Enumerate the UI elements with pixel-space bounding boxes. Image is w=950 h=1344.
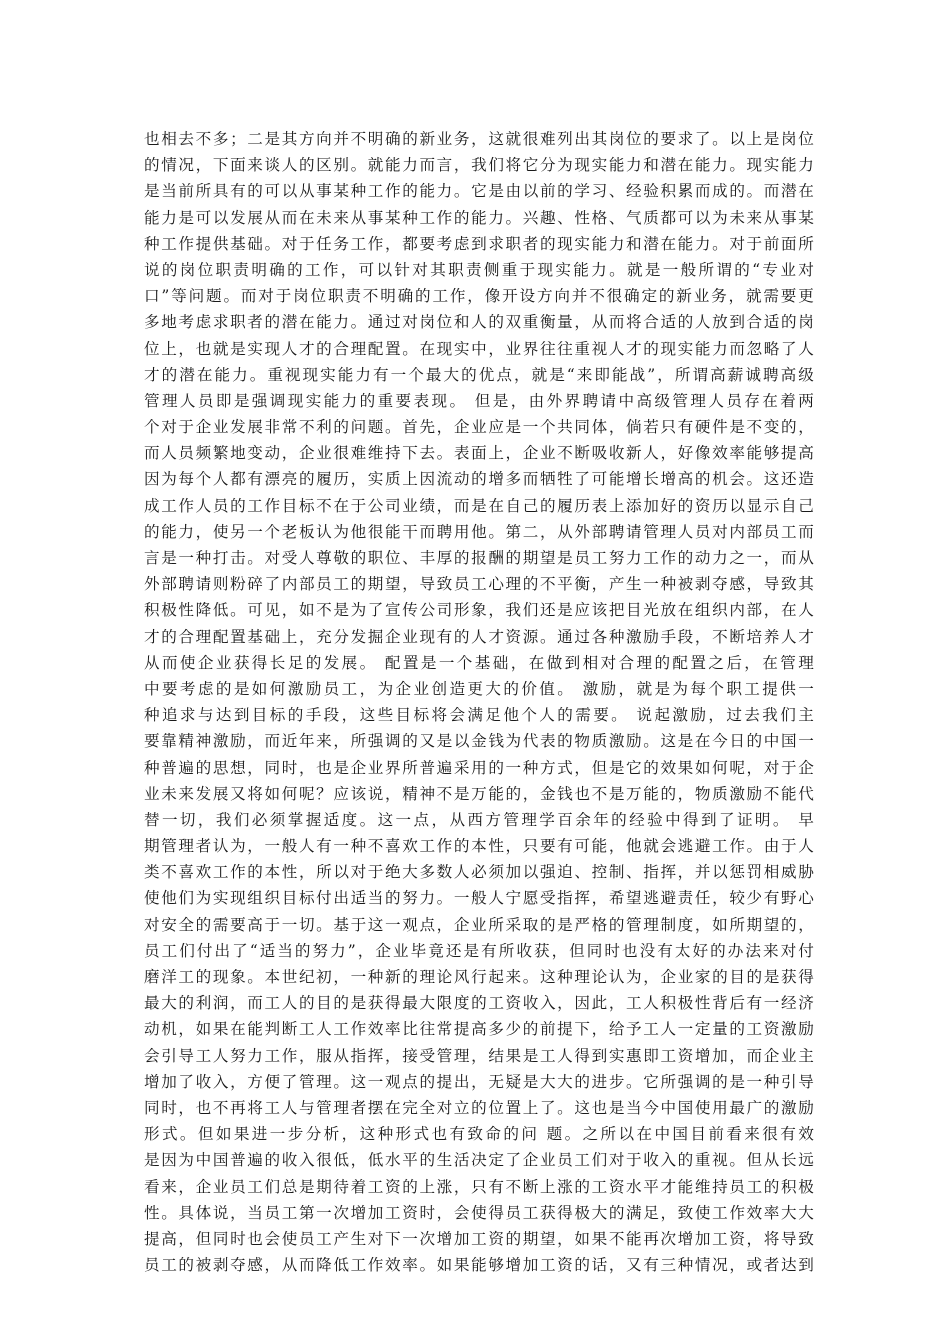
text-line: 说的岗位职责明确的工作，可以针对其职责侧重于现实能力。就是一般所谓的“专业对 [144,260,814,279]
text-line: 种普遍的思想，同时，也是企业界所普遍采用的一种方式，但是它的效果如何呢，对于企 [144,758,814,777]
text-line: 替一切，我们必须掌握适度。这一点，从西方管理学百余年的经验中得到了证明。 早 [144,810,814,829]
text-line: 中要考虑的是如何激励员工，为企业创造更大的价值。 激励，就是为每个职工提供一 [144,679,814,698]
text-line: 要靠精神激励，而近年来，所强调的又是以金钱为代表的物质激励。这是在今日的中国一 [144,732,814,751]
text-line: 管理人员即是强调现实能力的重要表现。 但是，由外界聘请中高级管理人员存在着两 [144,391,814,410]
text-line: 期管理者认为，一般人有一种不喜欢工作的本性，只要有可能，他就会逃避工作。由于人 [144,837,814,856]
text-line: 言是一种打击。对受人尊敬的职位、丰厚的报酬的期望是员工努力工作的动力之一，而从 [144,549,814,567]
text-line: 员工的被剥夺感，从而降低工作效率。如果能够增加工资的话，又有三种情况，或者达到 [144,1256,814,1275]
text-line: 个对于企业发展非常不利的问题。首先，企业应是一个共同体，倘若只有硬件是不变的， [144,418,814,437]
text-line: 口”等问题。而对于岗位职责不明确的工作，像开设方向并不很确定的新业务，就需要更 [144,287,814,306]
text-line: 的情况，下面来谈人的区别。就能力而言，我们将它分为现实能力和潜在能力。现实能力 [144,156,814,175]
text-line: 也相去不多；二是其方向并不明确的新业务，这就很难列出其岗位的要求了。以上是岗位 [144,130,814,148]
text-line: 种工作提供基础。对于任务工作，都要考虑到求职者的现实能力和潜在能力。对于前面所 [144,234,814,253]
text-line: 类不喜欢工作的本性，所以对于绝大多数人必须加以强迫、控制、指挥，并以惩罚相威胁 [144,863,814,882]
text-line: 对安全的需要高于一切。基于这一观点，企业所采取的是严格的管理制度，如所期望的， [144,915,814,934]
text-line: 员工们付出了“适当的努力”，企业毕竟还是有所收获，但同时也没有太好的办法来对付 [144,941,814,960]
text-line: 业未来发展又将如何呢？应该说，精神不是万能的，金钱也不是万能的，物质激励不能代 [144,784,814,803]
text-line: 增加了收入，方便了管理。这一观点的提出，无疑是大大的进步。它所强调的是一种引导 [144,1072,814,1091]
text-line: 因为每个人都有漂亮的履历，实质上因流动的增多而牺牲了可能增长增高的机会。这还造 [144,470,814,489]
text-line: 才的潜在能力。重视现实能力有一个最大的优点，就是“来即能战”，所谓高薪诚聘高级 [144,365,814,384]
text-line: 多地考虑求职者的潜在能力。通过对岗位和人的双重衡量，从而将合适的人放到合适的岗 [144,313,814,332]
text-line: 形式。但如果进一步分析，这种形式也有致命的问 题。之所以在中国目前看来很有效 [144,1125,814,1144]
text-line: 是因为中国普遍的收入很低，低水平的生活决定了企业员工们对于收入的重视。但从长远 [144,1151,814,1170]
text-line: 性。具体说，当员工第一次增加工资时，会使得员工获得极大的满足，致使工作效率大大 [144,1203,814,1222]
text-line: 位上，也就是实现人才的合理配置。在现实中，业界往往重视人才的现实能力而忽略了人 [144,339,814,358]
text-line: 看来，企业员工们总是期待着工资的上涨，只有不断上涨的工资水平才能维持员工的积极 [144,1177,814,1196]
text-line: 使他们为实现组织目标付出适当的努力。一般人宁愿受指挥，希望逃避责任，较少有野心 [144,889,814,908]
text-line: 提高，但同时也会使员工产生对下一次增加工资的期望，如果不能再次增加工资，将导致 [144,1229,814,1248]
text-line: 外部聘请则粉碎了内部员工的期望，导致员工心理的不平衡，产生一种被剥夺感，导致其 [144,575,814,594]
text-line: 的能力，使另一个老板认为他很能干而聘用他。第二，从外部聘请管理人员对内部员工而 [144,522,814,541]
text-line: 动机，如果在能判断工人工作效率比往常提高多少的前提下，给予工人一定量的工资激励 [144,1020,814,1039]
text-line: 会引导工人努力工作，服从指挥，接受管理，结果是工人得到实惠即工资增加，而企业主 [144,1046,814,1065]
text-line: 磨洋工的现象。本世纪初，一种新的理论风行起来。这种理论认为，企业家的目的是获得 [144,968,814,986]
body-text [144,126,814,1278]
text-line: 从而使企业获得长足的发展。 配置是一个基础，在做到相对合理的配置之后，在管理 [144,653,814,672]
text-line: 才的合理配置基础上，充分发掘企业现有的人才资源。通过各种激励手段，不断培养人才 [144,627,814,646]
text-line: 种追求与达到目标的手段，这些目标将会满足他个人的需要。 说起激励，过去我们主 [144,706,814,725]
text-line: 而人员频繁地变动，企业很难维持下去。表面上，企业不断吸收新人，好像效率能够提高 [144,444,814,463]
text-line: 同时，也不再将工人与管理者摆在完全对立的位置上了。这也是当今中国使用最广的激励 [144,1098,814,1117]
text-line: 能力是可以发展从而在未来从事某种工作的能力。兴趣、性格、气质都可以为未来从事某 [144,208,814,227]
text-line: 积极性降低。可见，如不是为了宣传公司形象，我们还是应该把目光放在组织内部，在人 [144,601,814,620]
text-line: 成工作人员的工作目标不在于公司业绩，而是在自己的履历表上添加好的资历以显示自己 [144,496,814,515]
text-line: 是当前所具有的可以从事某种工作的能力。它是由以前的学习、经验积累而成的。而潜在 [144,182,814,201]
text-line: 最大的利润，而工人的目的是获得最大限度的工资收入，因此，工人积极性背后有一经济 [144,994,814,1013]
